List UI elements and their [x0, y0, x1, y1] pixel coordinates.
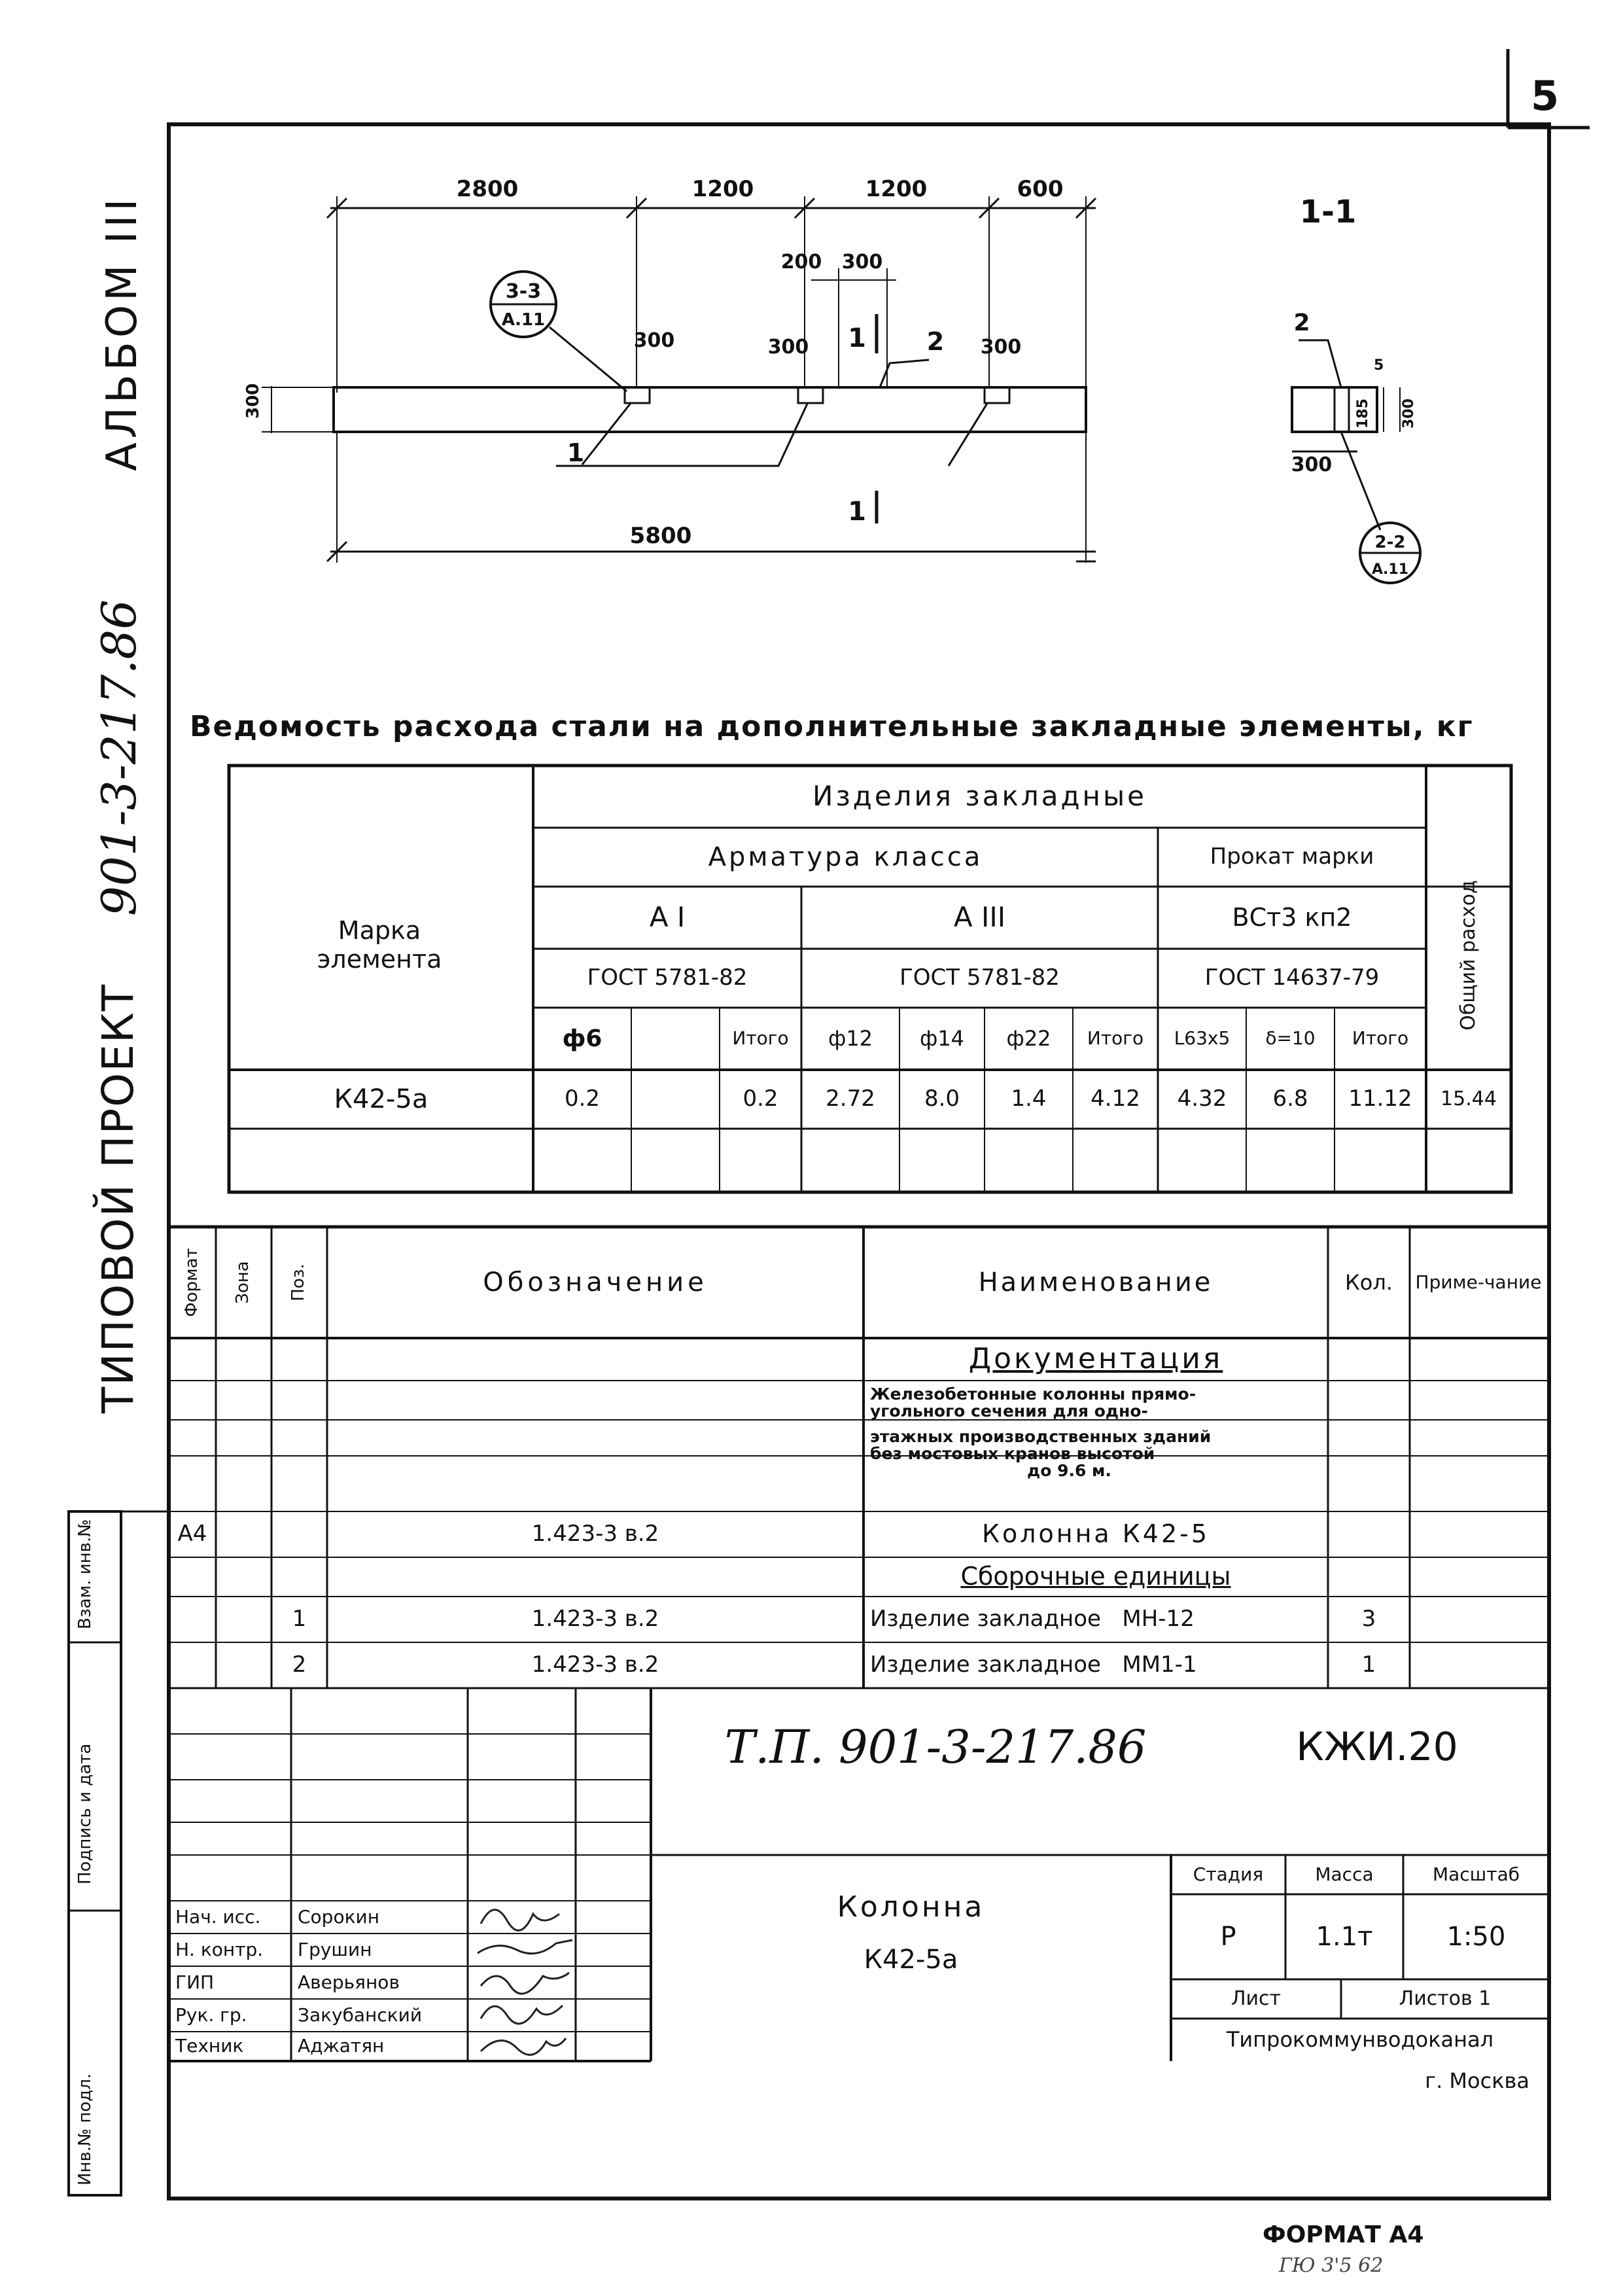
subhead-f12: ф12 [828, 1026, 873, 1051]
callout-main-bottom: А.11 [501, 310, 546, 330]
title-project: Т.П. 901-3-217.86 [724, 1720, 1147, 1774]
format-code: ГЮ 3'5 62 [1279, 2254, 1384, 2277]
unit-designation: 1.423-3 в.2 [531, 1651, 659, 1678]
dim-2800: 2800 [456, 176, 519, 202]
subhead-f6: ф6 [562, 1025, 602, 1052]
sheets-label: Листов 1 [1399, 1987, 1492, 2010]
signer-name: Сорокин [298, 1905, 380, 1928]
spec-head-format: Формат [182, 1248, 202, 1317]
row-value: 2.72 [826, 1086, 875, 1112]
dim-1200-b: 1200 [865, 176, 928, 202]
section-label: 1-1 [1299, 194, 1357, 230]
signature-1 [481, 1910, 559, 1931]
sheet-number: 5 [1531, 72, 1560, 120]
subhead-itogo-rolled: Итого [1352, 1027, 1409, 1050]
callout-section-top: 2-2 [1374, 533, 1406, 552]
subhead-f14: ф14 [919, 1026, 965, 1051]
stage-value: Р [1220, 1922, 1236, 1952]
unit-name: Изделие закладное МН-12 [870, 1606, 1195, 1633]
section-docs: Документация [968, 1342, 1223, 1376]
signature-4 [481, 2005, 563, 2024]
project-code-side: 901-3-217.86 [92, 599, 147, 916]
album-label: АЛЬБОМ III [98, 194, 147, 471]
project-type-label: ТИПОВОЙ ПРОЕКТ [93, 983, 143, 1413]
doc-row-designation: 1.423-3 в.2 [531, 1521, 659, 1547]
organization-2: г. Москва [1425, 2068, 1529, 2093]
doc-desc-line: Железобетонные колонны прямо- [870, 1385, 1196, 1404]
dim-300-b: 300 [767, 336, 809, 359]
row-value: 0.2 [564, 1086, 601, 1112]
signer-name: Грушин [298, 1938, 372, 1960]
cut-mark-top: 1 [848, 323, 866, 353]
signer-name: Аверьянов [298, 1971, 400, 1993]
doc-row-format: А4 [177, 1521, 207, 1547]
unit-qty: 3 [1361, 1606, 1376, 1633]
subhead-itogo-a3: Итого [1087, 1027, 1144, 1050]
row-value: 11.12 [1348, 1086, 1412, 1112]
unit-qty: 1 [1361, 1651, 1376, 1678]
spec-head-pos: Поз. [288, 1263, 309, 1301]
signer-name: Закубанский [298, 2004, 423, 2026]
unit-name: Изделие закладное ММ1-1 [870, 1651, 1197, 1678]
doc-desc-line: до 9.6 м. [1027, 1461, 1111, 1480]
doc-desc-line: угольного сечения для одно- [870, 1402, 1148, 1421]
gost-a1: ГОСТ 5781-82 [587, 964, 748, 991]
dim-300-a: 300 [633, 329, 675, 352]
gost-rolled: ГОСТ 14637-79 [1204, 964, 1380, 991]
signer-role: Н. контр. [175, 1938, 264, 1960]
signer-role: Нач. исс. [175, 1905, 261, 1928]
signature-2 [478, 1940, 572, 1954]
stamp-box-inv-podl: Инв.№ подл. [75, 2073, 95, 2185]
subhead-f22: ф22 [1006, 1026, 1051, 1051]
stamp-box-podpis: Подпись и дата [75, 1743, 95, 1884]
stamp-box-vzam: Взам. инв.№ [75, 1519, 95, 1629]
dim-200: 200 [780, 251, 822, 274]
cut-mark-bottom: 1 [848, 497, 866, 527]
title-code: КЖИ.20 [1296, 1723, 1458, 1770]
section-dim-300v: 300 [1401, 398, 1417, 429]
doc-row-name: Колонна К42-5 [981, 1519, 1210, 1549]
section-dim-185: 185 [1355, 398, 1371, 429]
dim-1200-a: 1200 [691, 176, 754, 202]
section-dim-5: 5 [1374, 357, 1384, 374]
dim-600: 600 [1017, 176, 1064, 202]
class-a1: А I [649, 901, 686, 934]
section-units: Сборочные единицы [960, 1562, 1231, 1591]
col-mark: Марка элемента [317, 916, 442, 974]
spec-head-name: Наименование [978, 1267, 1213, 1298]
organization-1: Типрокоммунводоканал [1226, 2027, 1494, 2053]
signature-3 [481, 1973, 569, 1994]
row-value: 0.2 [742, 1086, 778, 1112]
dim-height: 300 [243, 383, 263, 419]
row-total: 15.44 [1440, 1087, 1497, 1110]
spec-head-zone: Зона [233, 1261, 253, 1304]
subhead-l63: L63x5 [1174, 1027, 1230, 1050]
steel-table-title: Ведомость расхода стали на дополнительные закладные элементы, кг [190, 710, 1474, 743]
col-total: Общий расход [1456, 880, 1480, 1031]
unit-designation: 1.423-3 в.2 [531, 1606, 659, 1633]
mark-1: 1 [567, 438, 585, 467]
scale-label: Масштаб [1432, 1863, 1520, 1885]
signer-role: Техник [175, 2035, 244, 2057]
spec-head-designation: Обозначение [483, 1267, 708, 1298]
sheet-name-1: Колонна [837, 1890, 985, 1924]
doc-desc-line: этажных производственных зданий [870, 1426, 1212, 1446]
group-items: Изделия закладные [812, 780, 1147, 813]
row-value: 6.8 [1272, 1086, 1308, 1112]
section-mark-2: 2 [1293, 309, 1310, 336]
row-value: 8.0 [924, 1086, 960, 1112]
row-value: 4.12 [1091, 1086, 1140, 1112]
group-rolled: Прокат марки [1210, 843, 1374, 870]
dim-300-small: 300 [841, 251, 883, 274]
callout-main-top: 3-3 [505, 280, 542, 303]
signer-name: Аджатян [298, 2035, 385, 2057]
section-dim-300: 300 [1291, 453, 1333, 476]
mass-value: 1.1т [1316, 1922, 1373, 1952]
signer-role: ГИП [175, 1971, 215, 1993]
rolled-grade: ВСт3 кп2 [1232, 902, 1352, 932]
class-a3: А III [953, 901, 1006, 934]
sheet-name-2: К42-5а [864, 1945, 958, 1975]
spec-head-note: Приме-чание [1415, 1271, 1542, 1293]
subhead-itogo-a1: Итого [732, 1027, 789, 1050]
signature-5 [481, 2038, 566, 2055]
spec-head-qty: Кол. [1345, 1269, 1393, 1295]
unit-pos: 1 [292, 1606, 307, 1633]
stage-label: Стадия [1193, 1863, 1264, 1885]
dim-5800: 5800 [629, 523, 692, 549]
gost-a3: ГОСТ 5781-82 [899, 964, 1060, 991]
row-value: 1.4 [1011, 1086, 1047, 1112]
unit-pos: 2 [292, 1651, 307, 1678]
row-mark: К42-5а [334, 1084, 428, 1114]
signer-role: Рук. гр. [175, 2004, 247, 2026]
doc-desc-line: без мостовых кранов высотой [870, 1443, 1155, 1463]
callout-section-bottom: А.11 [1372, 561, 1408, 578]
format-note: ФОРМАТ А4 [1263, 2221, 1424, 2248]
dim-300-c: 300 [980, 336, 1022, 359]
mass-label: Масса [1315, 1863, 1374, 1885]
subhead-d10: δ=10 [1265, 1027, 1316, 1050]
group-rebar: Арматура класса [708, 842, 983, 872]
mark-2: 2 [926, 327, 945, 356]
row-value: 4.32 [1177, 1086, 1227, 1112]
scale-value: 1:50 [1446, 1922, 1506, 1952]
sheet-label: Лист [1230, 1987, 1282, 2010]
